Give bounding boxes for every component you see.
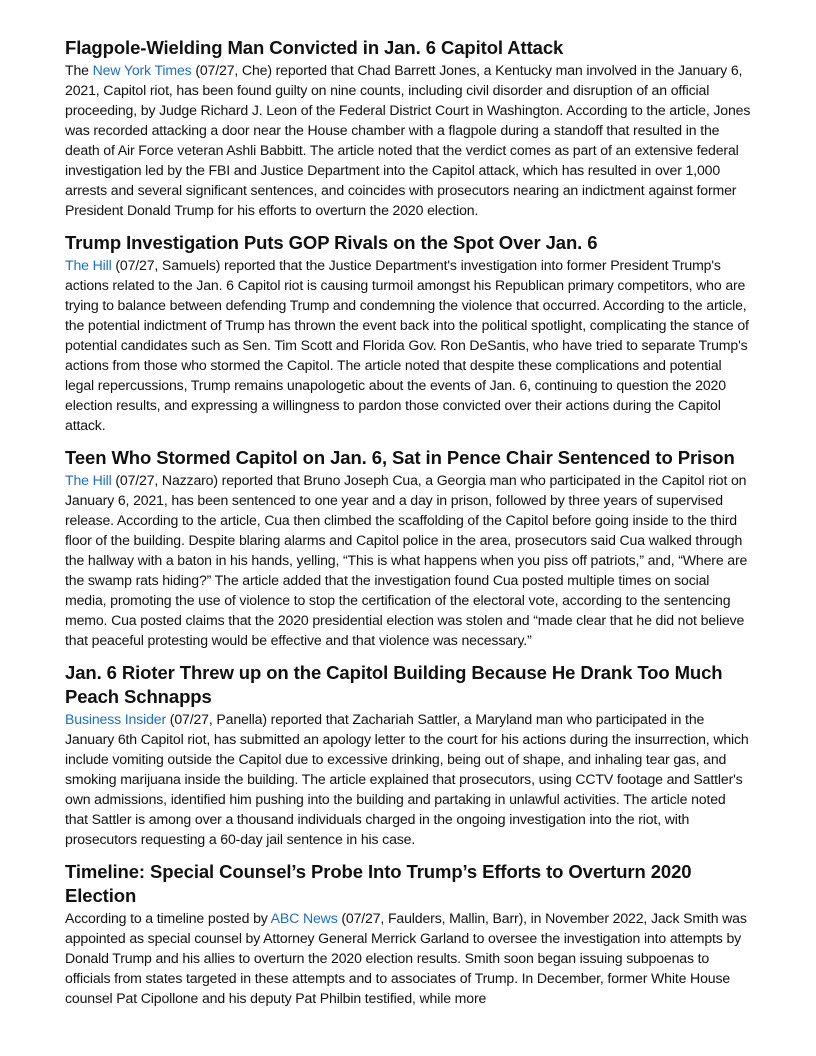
article-text: (07/27, Nazzaro) reported that Bruno Joseph Cua, a Georgia man who participated in the Capitol riot on January 6, 2021, has been sentenced to one year and a day in prison, followed by three years of supervised release. According to the article, Cua then climbed the scaffolding of the Capitol before going inside to the third floor of the building. Despite blaring alarms and Capitol police in the area, prosecutors said Cua walked through the hallway with a baton in his hands, yelling, “This is what happens when you piss off patriots,” and, “Where are the swamp rats hiding?” The article added that the investigation found Cua posted multiple times on social media, promoting the use of violence to stop the certification of the electoral vote, according to the sentencing memo. Cua posted claims that the 2020 presidential election was stolen and “made clear that he did not believe that peaceful protesting would be effective and that violence was necessary.”: [65, 472, 748, 648]
source-link[interactable]: The Hill: [65, 257, 112, 273]
article-headline: Teen Who Stormed Capitol on Jan. 6, Sat in Pence Chair Sentenced to Prison: [65, 447, 735, 468]
article: [65, 36, 752, 220]
article-lead-text: The: [65, 62, 93, 78]
article-body: [65, 908, 752, 1008]
article: [65, 661, 752, 849]
article: [65, 446, 752, 650]
source-link[interactable]: New York Times: [92, 62, 192, 78]
article-text: (07/27, Che) reported that Chad Barrett Jones, a Kentucky man involved in the January 6, 2021, Capitol riot, has been found guilty on nine counts, including civil disorder and disruption of an official proceeding, by Judge Richard J. Leon of the Federal District Court in Washington. According to the article, Jones was recorded attacking a door near the House chamber with a flagpole during a standoff that resulted in the death of Air Force veteran Ashli Babbitt. The article noted that the verdict comes as part of an extensive federal investigation led by the FBI and Justice Department into the Capitol attack, which has resulted in over 1,000 arrests and several significant sentences, and coincides with prosecutors nearing an indictment against former President Donald Trump for his efforts to overturn the 2020 election.: [65, 62, 751, 218]
article-headline: Flagpole-Wielding Man Convicted in Jan. 6 Capitol Attack: [65, 37, 564, 58]
article: [65, 231, 752, 435]
article-headline: Timeline: Special Counsel’s Probe Into Trump’s Efforts to Overturn 2020 Election: [65, 861, 692, 906]
article: [65, 860, 752, 1008]
article-text: (07/27, Samuels) reported that the Justice Department's investigation into former President Trump's actions related to the Jan. 6 Capitol riot is causing turmoil amongst his Republican primary competitors, who are trying to balance between defending Trump and condemning the violence that occurred. According to the article, the potential indictment of Trump has thrown the event back into the political spotlight, complicating the stance of potential candidates such as Sen. Tim Scott and Florida Gov. Ron DeSantis, who have tried to separate Trump's actions from those who stormed the Capitol. The article noted that despite these complications and potential legal repercussions, Trump remains unapologetic about the events of Jan. 6, continuing to question the 2020 election results, and expressing a willingness to pardon those convicted over their actions during the Capitol attack.: [65, 257, 749, 433]
article-body: [65, 470, 752, 650]
article-body: [65, 709, 752, 849]
article-headline: Trump Investigation Puts GOP Rivals on the Spot Over Jan. 6: [65, 232, 598, 253]
article-text: (07/27, Panella) reported that Zachariah Sattler, a Maryland man who participated in the January 6th Capitol riot, has submitted an apology letter to the court for his actions during the insurrection, which include vomiting outside the Capitol due to excessive drinking, being out of shape, and inhaling tear gas, and smoking marijuana inside the building. The article explained that prosecutors, using CCTV footage and Sattler's own admissions, identified him pushing into the building and partaking in unlawful activities. The article noted that Sattler is among over a thousand individuals charged in the ongoing investigation into the riot, with prosecutors requesting a 60-day jail sentence in his case.: [65, 711, 749, 847]
article-body: [65, 255, 752, 435]
source-link[interactable]: The Hill: [65, 472, 112, 488]
article-body: [65, 60, 752, 220]
article-lead-text: According to a timeline posted by: [65, 910, 271, 926]
source-link[interactable]: Business Insider: [65, 711, 167, 727]
article-text: (07/27, Faulders, Mallin, Barr), in November 2022, Jack Smith was appointed as special counsel by Attorney General Merrick Garland to oversee the investigation into attempts by Donald Trump and his allies to overturn the 2020 election results. Smith soon began issuing subpoenas to officials from states targeted in these attempts and to associates of Trump. In December, former White House counsel Pat Cipollone and his deputy Pat Philbin testified, while more: [65, 910, 747, 1006]
article-headline: Jan. 6 Rioter Threw up on the Capitol Building Because He Drank Too Much Peach Schnapps: [65, 662, 723, 707]
source-link[interactable]: ABC News: [270, 910, 338, 926]
